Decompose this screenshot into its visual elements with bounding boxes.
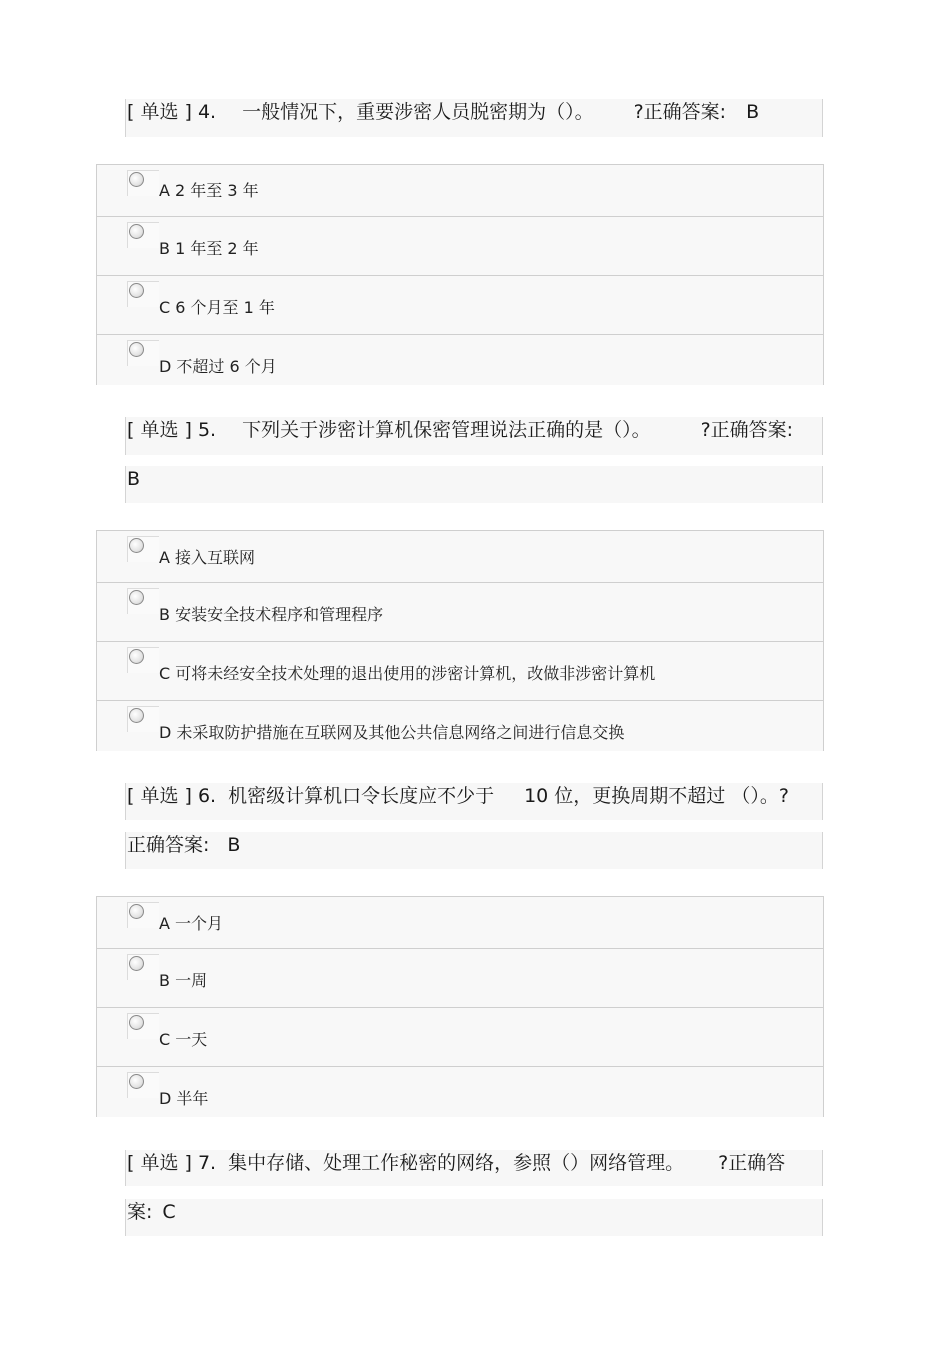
radio-button[interactable] [127,902,159,928]
question-7-line-2 [125,1199,823,1236]
question-6-answer-label: 正确答案: [127,834,210,856]
question-6-answer: B [227,834,241,856]
question-7-answer: C [162,1201,176,1223]
option-row[interactable] [97,531,823,583]
radio-button[interactable] [127,647,159,673]
option-row[interactable] [97,276,823,335]
radio-button[interactable] [127,1072,159,1098]
option-label: C 6 个月至 1 年 [159,298,275,317]
question-6-line-1 [125,783,823,820]
question-6-text-cont: 10 位，更换周期不超过 （）。? [524,785,789,807]
question-7-text: 集中存储、处理工作秘密的网络，参照（）网络管理。 [228,1152,685,1174]
radio-button[interactable] [127,281,159,307]
option-label: D 未采取防护措施在互联网及其他公共信息网络之间进行信息交换 [159,723,625,742]
option-label: C 可将未经安全技术处理的退出使用的涉密计算机，改做非涉密计算机 [159,664,656,683]
question-4-answer: B [746,101,760,123]
option-row[interactable] [97,897,823,949]
question-4-answer-label: ?正确答案: [633,101,727,123]
option-label: A 一个月 [159,914,224,933]
option-label: D 半年 [159,1089,209,1108]
question-6-text: 机密级计算机口令长度应不少于 [228,785,495,807]
option-label: A 接入互联网 [159,548,256,567]
question-6-line-2 [125,832,823,869]
option-row[interactable] [97,165,823,217]
option-row[interactable] [97,949,823,1008]
question-7-tag: [ 单选 ] 7. [127,1152,217,1174]
question-4-line-1 [125,99,823,137]
question-5-line-2 [125,466,823,503]
radio-button[interactable] [127,588,159,614]
question-7-line-1 [125,1150,823,1186]
radio-button[interactable] [127,536,159,562]
radio-button[interactable] [127,340,159,366]
question-5-text: 下列关于涉密计算机保密管理说法正确的是（）。 [242,419,651,441]
question-5-line-1 [125,417,823,455]
radio-button[interactable] [127,1013,159,1039]
option-row[interactable] [97,642,823,701]
option-label: B 安装安全技术程序和管理程序 [159,605,384,624]
question-5-options [96,530,824,751]
option-row[interactable] [97,701,823,760]
question-5-tag: [ 单选 ] 5. [127,419,217,441]
question-5-answer-label: ?正确答案: [700,419,794,441]
radio-button[interactable] [127,222,159,248]
radio-button[interactable] [127,706,159,732]
option-row[interactable] [97,1008,823,1067]
option-label: B 一周 [159,971,208,990]
question-4-options [96,164,824,385]
question-6-tag: [ 单选 ] 6. [127,785,217,807]
option-row[interactable] [97,217,823,276]
question-7-answer-label-cont: 案: [127,1201,153,1223]
question-4-text: 一般情况下，重要涉密人员脱密期为（）。 [242,101,594,123]
question-5-answer: B [127,468,141,490]
option-row[interactable] [97,583,823,642]
option-row[interactable] [97,1067,823,1126]
question-7-answer-label: ?正确答 [718,1152,786,1174]
option-label: B 1 年至 2 年 [159,239,259,258]
question-6-options [96,896,824,1117]
option-label: D 不超过 6 个月 [159,357,277,376]
option-label: A 2 年至 3 年 [159,181,259,200]
option-label: C 一天 [159,1030,208,1049]
option-row[interactable] [97,335,823,394]
radio-button[interactable] [127,954,159,980]
question-4-tag: [ 单选 ] 4. [127,101,217,123]
radio-button[interactable] [127,170,159,196]
